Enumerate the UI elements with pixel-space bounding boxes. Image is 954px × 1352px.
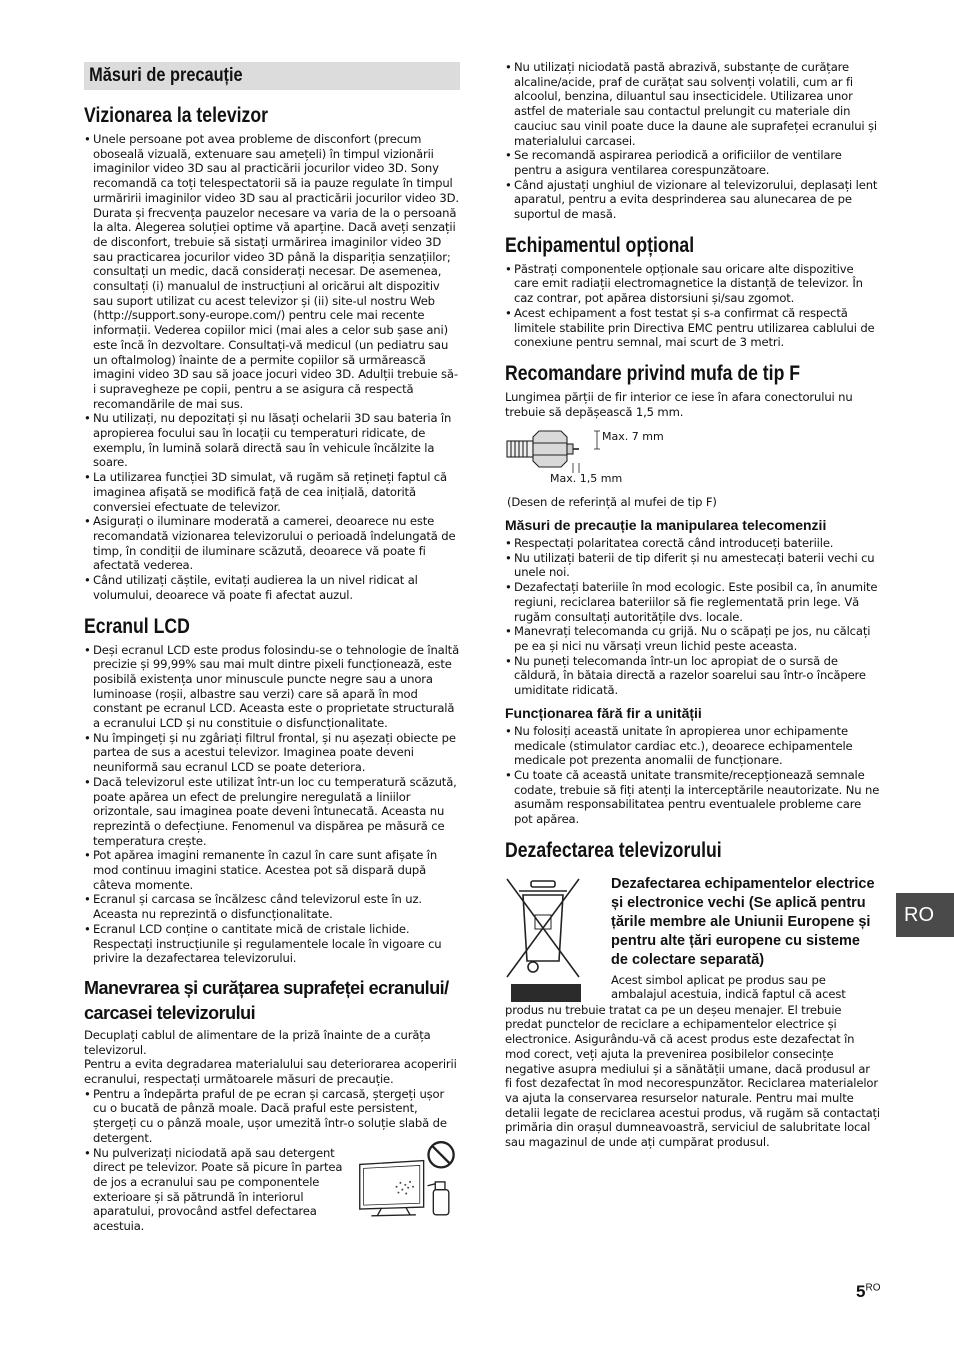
cleaning-list-continued bbox=[505, 60, 880, 222]
list-item: • La utilizarea funcției 3D simulat, vă rugăm să rețineți faptul că imaginea afișată se modifică față de cea inițială, datorită conversiei efectuate de televizor. bbox=[84, 470, 460, 514]
list-item: • Când utilizați căștile, evitați audierea la un nivel ridicat al volumului, deoarece vă poate fi afectat auzul. bbox=[84, 573, 460, 602]
heading-optional-equipment: Echipamentul opțional bbox=[505, 233, 695, 257]
weee-black-bar bbox=[511, 984, 581, 1002]
lcd-list bbox=[84, 643, 460, 966]
disposal-text bbox=[611, 875, 880, 1003]
list-item: • Păstrați componentele opționale sau oricare alte dispozitive care emit radiații electromagnetice la distanță de televizor. În caz contrar, pot apărea distorsiuni și/sau zgomot. bbox=[505, 262, 880, 306]
heading-disposal: Dezafectarea televizorului bbox=[505, 838, 722, 862]
f-plug-caption: (Desen de referință al mufei de tip F) bbox=[507, 495, 717, 510]
list-item: • Nu utilizați baterii de tip diferit și nu amestecați baterii vechi cu unele noi. bbox=[505, 551, 880, 580]
list-item-with-illustration bbox=[84, 1146, 460, 1234]
list-item: • Nu utilizați niciodată pastă abrazivă, substanțe de curățare alcaline/acide, praf de curățat sau solvenți volatili, cum ar fi alcoolul, benzina, diluantul sau insecticidele. Utilizarea unor astfel de materiale sau contactul prelungit cu materiale din cauciuc sau vinil poate duce la daune ale suprafeței ecranului și materialului carcasei. bbox=[505, 60, 880, 148]
list-item: • Manevrați telecomanda cu grijă. Nu o scăpați pe jos, nu călcați pe ea și nici nu vărsați vreun lichid peste aceasta. bbox=[505, 624, 880, 653]
disposal-text-rest: produs nu trebuie tratat ca pe un deșeu menajer. El trebuie predat punctelor de reciclare a echipamentelor electrice și electronice. Asigurându-vă că acest produs este dezafectat în mod corect, veți ajuta la prevenirea posibilelor consecințe negative asupra mediului și a sănătății umane, dacă produsul ar fi fost dezafectat în mod necorespunzător. Reciclarea materialelor va ajuta la conservarea resurselor naturale. Pentru mai multe detalii legate de reciclarea acestui produs, vă rugăm să contactați primăria din orașul dumneavoastră, serviciul de salubritate local sau magazinul de unde ați cumpărat produsul. bbox=[505, 1002, 881, 1150]
remote-list bbox=[505, 536, 880, 698]
disposal-text-top: Acest simbol aplicat pe produs sau pe ambalajul acestuia, indică faptul că acest bbox=[611, 972, 846, 1002]
left-column bbox=[84, 62, 460, 1234]
f-plug-text: Lungimea părții de fir interior ce iese în afara conectorului nu trebuie să depășească 1,5 mm. bbox=[505, 389, 853, 419]
list-item: • Ecranul și carcasa se încălzesc când televizorul este în uz. Aceasta nu reprezintă o disfuncționalitate. bbox=[84, 892, 460, 921]
wireless-list bbox=[505, 724, 880, 827]
list-item: • Când ajustați unghiul de vizionare al televizorului, deplasați lent aparatul, pentru a evita desprinderea sau alunecarea de pe suportul de masă. bbox=[505, 178, 880, 222]
page-number-value: 5 bbox=[856, 1282, 866, 1301]
max-15mm-label: Max. 1,5 mm bbox=[550, 472, 623, 486]
heading-f-plug: Recomandare privind mufa de tip F bbox=[505, 361, 801, 385]
page-number bbox=[856, 1282, 880, 1302]
list-item: • Deși ecranul LCD este produs folosindu-se o tehnologie de înaltă precizie și 99,99% sau mai mult dintre pixeli funcționează, este posibilă existența unor minuscule puncte negre sau a unora luminoase (roșii, albastre sau verzi) care să apară în mod constant pe ecranul LCD. Aceasta este o proprietate structurală a ecranului LCD și nu constituie o disfuncționalitate. bbox=[84, 643, 460, 731]
list-item: • Asigurați o iluminare moderată a camerei, deoarece nu este recomandată vizionarea televizorului o perioadă îndelungată de timp, în condiții de iluminare scăzută, deoarece vă poate fi afectată vederea. bbox=[84, 514, 460, 573]
list-item: • Respectați polaritatea corectă când introduceți bateriile. bbox=[505, 536, 880, 551]
list-item: • Unele persoane pot avea probleme de disconfort (precum oboseală vizuală, extenuare sau amețeli) în timpul vizionării imaginilor video 3D sau al practicării jocurilor video 3D. Sony recomandă ca toți telespectatorii să ia pauze regulate în timpul urmăririi imaginilor video 3D sau al practicării jocurilor video 3D. Durata și frecvența pauzelor necesare va varia de la o persoană la alta. Alegerea soluției optime vă aparține. Dacă aveți senzații de disconfort, trebuie să sistați urmărirea imaginilor video 3D sau practicarea jocurilor video 3D până la dispariția senzațiilor; consultați un medic, dacă considerați necesar. De asemenea, consultați (i) manualul de instrucțiuni al oricărui alt dispozitiv sau suport utilizat cu acest televizor și (ii) site-ul nostru Web (http://support.sony-europe.com/) pentru cele mai recente informații. Vederea copiilor mici (mai ales a celor sub șase ani) este încă în dezvoltare. Consultați-vă medicul (un pediatru sau un oftalmolog) înainte de a permite copiilor să urmărească imagini video 3D sau să joace jocuri video 3D. Adulții trebuie să-i supravegheze pe copii, pentru a se asigura că respectă recomandările de mai sus. bbox=[84, 132, 460, 411]
heading-lcd: Ecranul LCD bbox=[84, 614, 190, 638]
right-column bbox=[505, 60, 880, 1150]
section-header-bar bbox=[84, 62, 460, 90]
list-item: • Nu folosiți această unitate în apropierea unor echipamente medicale (stimulator cardiac etc.), deoarece echipamentele medicale pot prezenta anomalii de funcționare. bbox=[505, 724, 880, 768]
list-item: • Cu toate că această unitate transmite/recepționează semnale codate, trebuie să fiți atenți la interceptările neautorizate. Nu ne asumăm responsabilitatea pentru eventualele probleme care pot apărea. bbox=[505, 768, 880, 827]
section-title: Măsuri de precauție bbox=[89, 65, 243, 86]
no-spray-tv-illustration bbox=[352, 1138, 460, 1220]
f-plug-diagram bbox=[505, 419, 880, 495]
list-item: • Pot apărea imagini remanente în cazul în care sunt afișate în mod continuu imagini statice. Acestea pot să dispară după câteva momente. bbox=[84, 848, 460, 892]
list-item: • Acest echipament a fost testat și s-a confirmat că respectă limitele stabilite prin Directiva EMC pentru utilizarea cablului de conexiune pentru semnal, mai scurt de 3 metri. bbox=[505, 306, 880, 350]
list-item: • Se recomandă aspirarea periodică a orificiilor de ventilare pentru a asigura ventilarea corespunzătoare. bbox=[505, 148, 880, 177]
disposal-subtitle: Dezafectarea echipamentelor electrice și electronice vechi (Se aplică pentru țările membre ale Uniunii Europene și pentru alte țări europene cu sisteme de colectare separată) bbox=[611, 875, 875, 968]
language-tab: RO bbox=[896, 893, 954, 937]
list-item: • Nu puneți telecomanda într-un loc apropiat de o sursă de căldură, în bătaia directă a razelor soarelui sau într-o încăpere umiditate ridicată. bbox=[505, 654, 880, 698]
cleaning-intro-1: Decuplați cablul de alimentare de la priză înainte de a curăța televizorul. bbox=[84, 1027, 431, 1057]
cleaning-list bbox=[84, 1087, 460, 1234]
max-7mm-label: Max. 7 mm bbox=[602, 430, 664, 444]
heading-cleaning: Manevrarea și curățarea suprafeței ecranului/ carcasei televizorului bbox=[84, 977, 449, 1023]
heading-wireless: Funcționarea fără fir a unității bbox=[505, 704, 702, 721]
heading-remote: Măsuri de precauție la manipularea telecomenzii bbox=[505, 517, 827, 534]
list-item: • Ecranul LCD conține o cantitate mică de cristale lichide. Respectați instrucțiunile și regulamentele locale în vigoare cu privire la dezafectarea televizorului. bbox=[84, 922, 460, 966]
weee-crossed-bin-icon bbox=[505, 877, 587, 1003]
list-item: • Nu utilizați, nu depozitați și nu lăsați ochelarii 3D sau bateria în apropierea focului sau în locații cu temperaturi ridicate, de exemplu, în lumină solară directă sau în vehicule încălzite la soare. bbox=[84, 411, 460, 470]
disposal-block bbox=[505, 875, 880, 1003]
list-item: • Dezafectați bateriile în mod ecologic. Este posibil ca, în anumite regiuni, reciclarea bateriilor să fie reglementată prin lege. Vă rugăm consultați autoritățile dvs. locale. bbox=[505, 580, 880, 624]
list-item: • Nu împingeți și nu zgâriați filtrul frontal, și nu așezați obiecte pe partea de sus a acestui televizor. Imaginea poate deveni neuniformă sau ecranul LCD se poate deteriora. bbox=[84, 731, 460, 775]
page-number-suffix: RO bbox=[865, 1282, 881, 1294]
heading-viewing: Vizionarea la televizor bbox=[84, 104, 268, 127]
list-item: • Dacă televizorul este utilizat într-un loc cu temperatură scăzută, poate apărea un efect de prelungire neregulată a liniilor orizontale, sau imaginea poate deveni întunecată. Aceasta nu reprezintă o defecțiune. Fenomenul va dispărea pe măsură ce temperatura crește. bbox=[84, 775, 460, 849]
list-item: • Pentru a îndepărta praful de pe ecran și carcasă, ștergeți ușor cu o bucată de pânză moale. Dacă praful este persistent, ștergeți cu o pânză moale, ușor umezită într-o soluție slabă de detergent. bbox=[84, 1087, 460, 1146]
list-item-text: • Nu pulverizați niciodată apă sau detergent direct pe televizor. Poate să picure în partea de jos a ecranului sau pe componentele exterioare și să pătrundă în interiorul aparatului, provocând astfel defectarea acestuia. bbox=[93, 1145, 343, 1234]
viewing-list bbox=[84, 132, 460, 603]
cleaning-intro-2: Pentru a evita degradarea materialului sau deteriorarea acoperirii ecranului, respectați următoarele măsuri de precauție. bbox=[84, 1057, 457, 1087]
optional-list bbox=[505, 262, 880, 350]
